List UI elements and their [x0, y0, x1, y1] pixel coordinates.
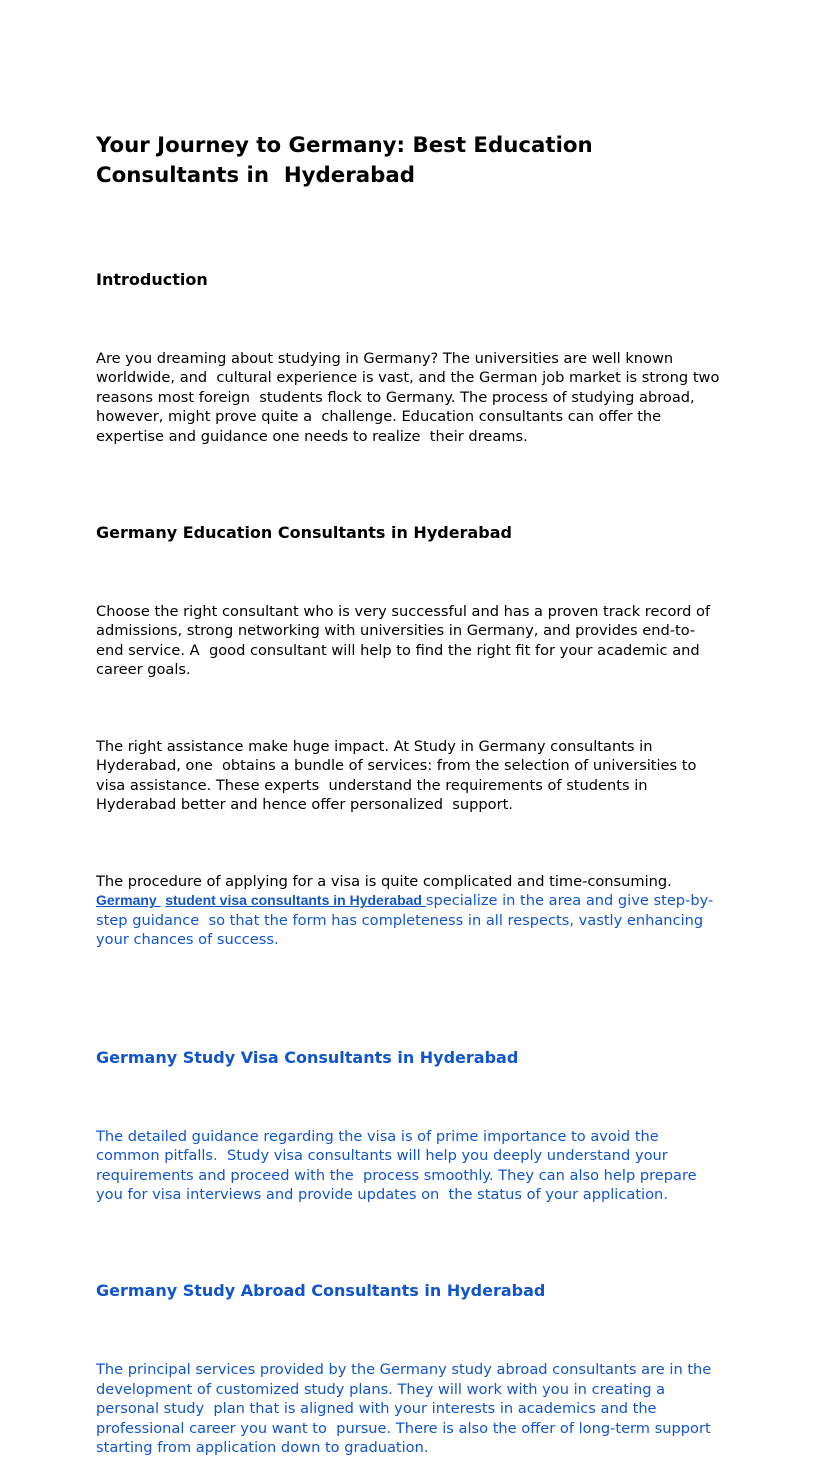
education-paragraph-2: The right assistance make huge impact. At Study in Germany consultants in Hyderabad, one obtains a bundle of services: from the selection of universities to visa assistance. These experts understand the requirements of students in Hyderabad better and hence offer personalized support. [96, 738, 702, 814]
intro-paragraph: Are you dreaming about studying in Germany? The universities are well known worldwide, and cultural experience is vast, and the German job market is strong two reasons most foreign students flock to Germany. The process of studying abroad, however, might prove quite a challenge. Education consultants can offer the expertise and guidance one needs to realize their dreams. [96, 350, 725, 445]
education-paragraph-3 [96, 872, 720, 950]
education-paragraph-1: Choose the right consultant who is very successful and has a proven track record of admissions, strong networking with universities in Germany, and provides end-to-end service. A good consultant will help to find the right fit for your academic and career goals. [96, 603, 720, 679]
germany-link[interactable]: Germany [96, 892, 161, 909]
study-abroad-paragraph: The principal services provided by the Germany study abroad consultants are in the development of customized study plans. They will work with you in creating a personal study plan that is aligned with your interests in academics and the professional career you want to pursue. There is also the offer of long-term support starting from application down to graduation. [96, 1361, 721, 1456]
document-page [96, 93, 725, 1476]
visa-consultants-description: specialize in the area and give step-by-step guidance so that the form has completeness in all respects, vastly enhancing your chances of success. [96, 892, 714, 949]
study-abroad-heading: Germany Study Abroad Consultants in Hyderabad [96, 1281, 546, 1301]
intro-heading: Introduction [96, 270, 208, 289]
student-visa-consultants-link[interactable]: student visa consultants in Hyderabad [165, 892, 426, 909]
visa-procedure-text: The procedure of applying for a visa is quite complicated and time-consuming. [96, 873, 672, 891]
study-visa-heading: Germany Study Visa Consultants in Hyderabad [96, 1047, 519, 1067]
study-visa-paragraph: The detailed guidance regarding the visa is of prime importance to avoid the common pitfalls. Study visa consultants will help you deeply understand your requirements and proceed with the process smoothly. They can also help prepare you for visa interviews and provide updates on the status of your application. [96, 1127, 702, 1203]
education-consultants-heading: Germany Education Consultants in Hyderabad [96, 523, 512, 543]
page-title: Your Journey to Germany: Best Education Consultants in Hyderabad [96, 133, 601, 188]
